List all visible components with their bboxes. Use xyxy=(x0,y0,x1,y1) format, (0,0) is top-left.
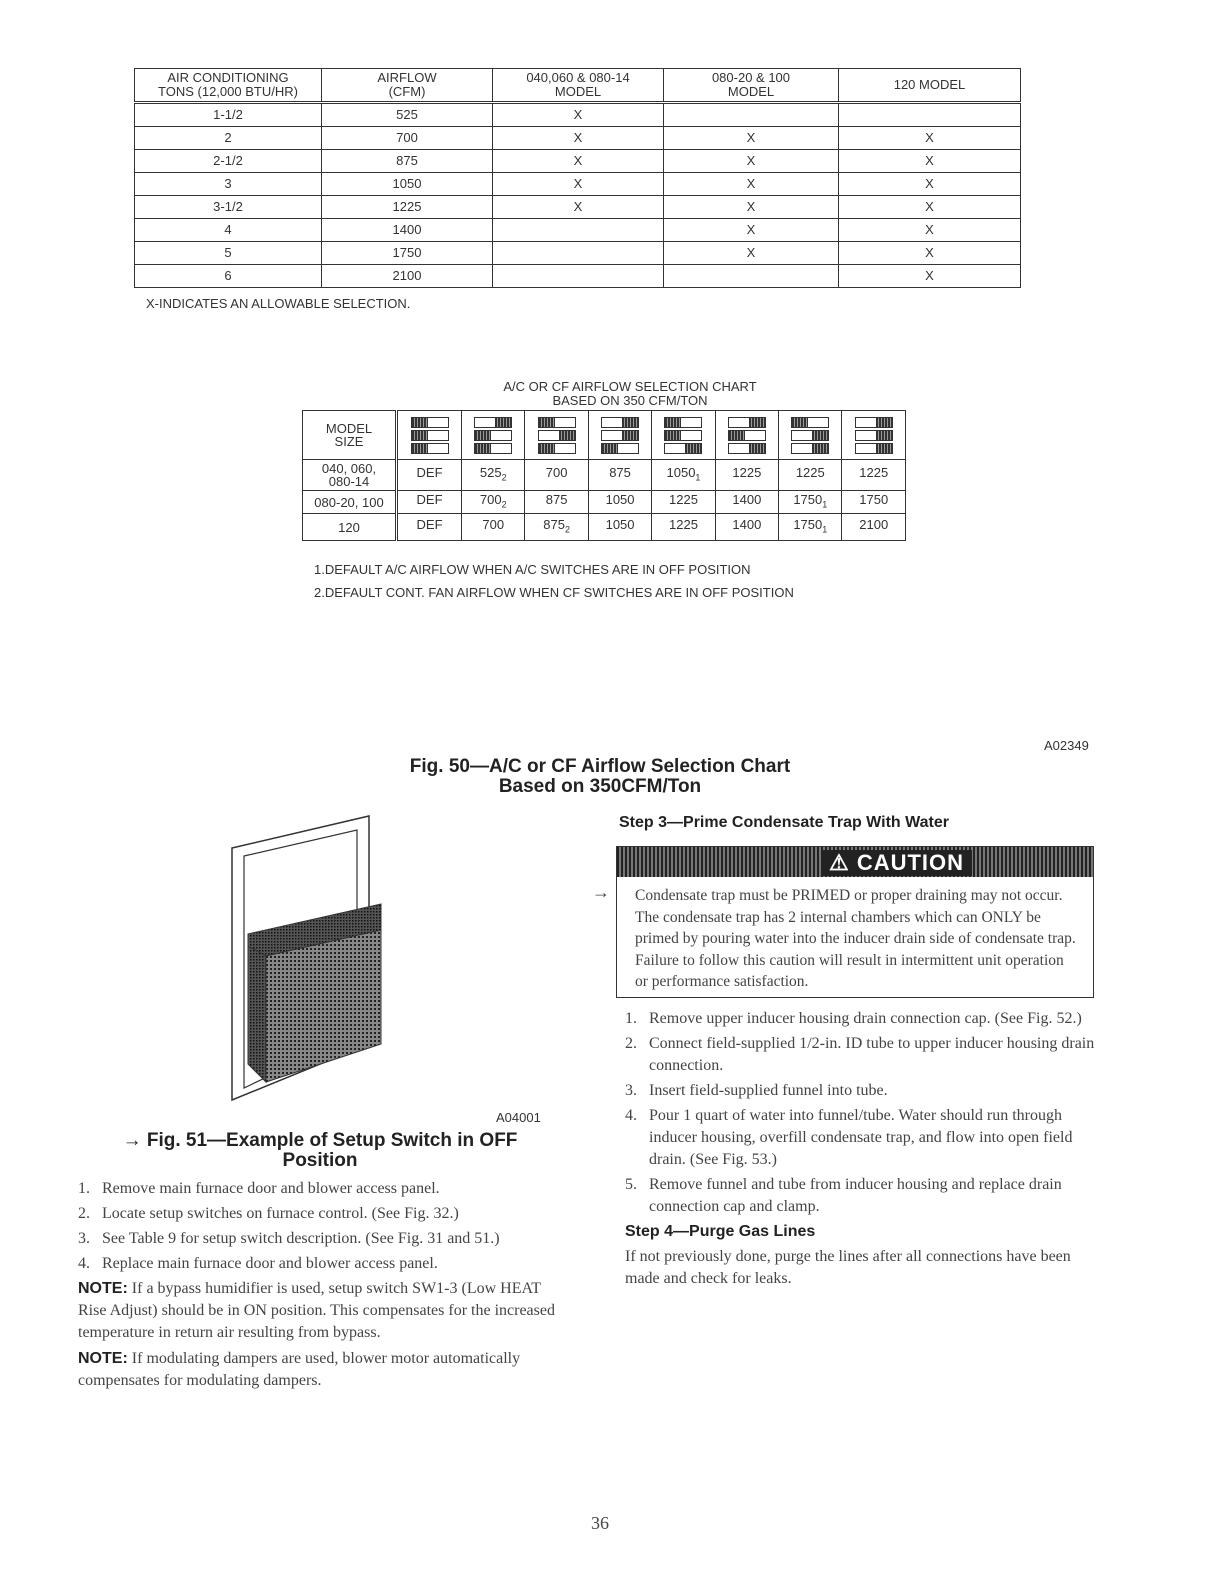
table-cell: X xyxy=(493,150,664,173)
table-cell: 5 xyxy=(135,242,322,265)
table-row xyxy=(303,514,906,541)
setup-switch-illustration xyxy=(226,812,386,1104)
chart-title-line: A/C OR CF AIRFLOW SELECTION CHART xyxy=(503,379,757,394)
model-cell: 040, 060, 080-14 xyxy=(303,460,397,491)
table-cell: X xyxy=(493,196,664,219)
cooling-airflow-table xyxy=(134,68,1021,288)
table-row xyxy=(135,219,1021,242)
list-item: 2. Connect field-supplied 1/2-in. ID tube to upper inducer housing drain connection. xyxy=(625,1035,1095,1074)
table-cell: 1050 xyxy=(322,173,493,196)
table-row xyxy=(135,127,1021,150)
table-cell: X xyxy=(664,219,839,242)
switch-setting-cell xyxy=(652,411,715,460)
switch-setting-cell xyxy=(397,411,462,460)
airflow-cell: 875 xyxy=(588,460,651,491)
note-text: If modulating dampers are used, blower motor automatically compensates for modulating dampers. xyxy=(78,1350,521,1389)
airflow-cell: DEF xyxy=(397,514,462,541)
table-header-cell: 040,060 & 080-14 MODEL xyxy=(493,69,664,103)
switch-setting-cell xyxy=(525,411,588,460)
table-cell: X xyxy=(493,103,664,127)
table-cell: 3 xyxy=(135,173,322,196)
airflow-cell: $525_2$ xyxy=(462,460,525,491)
table-cell xyxy=(664,103,839,127)
caution-text: Condensate trap must be PRIMED or proper draining may not occur. The condensate trap has 2 internal chambers which can ONLY be primed by pouring water into the inducer drain side of condensate trap. Failure to follow this caution will result in intermittent unit operation or performance satisfaction. xyxy=(635,887,1076,990)
chart-title xyxy=(400,380,860,408)
switch-icon xyxy=(728,443,766,454)
switch-icon xyxy=(728,417,766,428)
note-paragraph xyxy=(78,1278,558,1344)
airflow-cell: $1050_1$ xyxy=(652,460,715,491)
table-row xyxy=(135,196,1021,219)
switch-icon xyxy=(411,443,449,454)
table-row xyxy=(135,265,1021,288)
switch-setting-cell xyxy=(588,411,651,460)
airflow-cell: 2100 xyxy=(842,514,906,541)
table-cell: 1750 xyxy=(322,242,493,265)
table-cell: 6 xyxy=(135,265,322,288)
airflow-cell: 700 xyxy=(525,460,588,491)
table-cell: X xyxy=(839,265,1021,288)
table-header-cell: AIRFLOW (CFM) xyxy=(322,69,493,103)
table-row xyxy=(135,150,1021,173)
airflow-cell: $875_2$ xyxy=(525,514,588,541)
table-cell: X xyxy=(839,173,1021,196)
caption-line: Fig. 51—Example of Setup Switch in OFF xyxy=(146,1130,518,1151)
note-paragraph xyxy=(78,1348,558,1392)
table-cell xyxy=(493,242,664,265)
list-item: 5. Remove funnel and tube from inducer housing and replace drain connection cap and clamp. xyxy=(625,1176,1062,1215)
caption-line: Position xyxy=(282,1150,358,1171)
list-item: 2. Locate setup switches on furnace control. (See Fig. 32.) xyxy=(78,1205,459,1222)
airflow-selection-chart xyxy=(302,410,906,541)
list-item: 1. Remove upper inducer housing drain connection cap. (See Fig. 52.) xyxy=(625,1010,1082,1027)
table-header-cell: 080-20 & 100 MODEL xyxy=(664,69,839,103)
table-row xyxy=(303,491,906,514)
table-cell: X xyxy=(664,150,839,173)
switch-icon xyxy=(601,430,639,441)
switch-icon xyxy=(791,443,829,454)
table-header-row xyxy=(135,69,1021,103)
caution-box xyxy=(616,846,1094,998)
switch-icon xyxy=(538,443,576,454)
airflow-cell: 1225 xyxy=(842,460,906,491)
switch-icon xyxy=(411,430,449,441)
airflow-cell: 1400 xyxy=(715,514,778,541)
table-cell: 1400 xyxy=(322,219,493,242)
switch-setting-cell xyxy=(842,411,906,460)
switch-icon xyxy=(855,430,893,441)
table-cell xyxy=(493,265,664,288)
airflow-cell: 1050 xyxy=(588,491,651,514)
switch-icon xyxy=(538,430,576,441)
switch-icon xyxy=(538,417,576,428)
airflow-cell: DEF xyxy=(397,460,462,491)
switch-icon xyxy=(474,417,512,428)
airflow-cell: 1750 xyxy=(842,491,906,514)
airflow-cell: 1225 xyxy=(652,491,715,514)
table-cell: X xyxy=(493,173,664,196)
table-cell: 875 xyxy=(322,150,493,173)
caution-banner xyxy=(617,847,1093,877)
note-label: NOTE: xyxy=(78,1280,128,1297)
table-header-cell: AIR CONDITIONING TONS (12,000 BTU/HR) xyxy=(135,69,322,103)
switch-icon xyxy=(791,417,829,428)
switch-setting-cell xyxy=(715,411,778,460)
table-cell: 525 xyxy=(322,103,493,127)
model-size-header: MODEL SIZE xyxy=(303,411,397,460)
right-column-text xyxy=(625,1008,1095,1290)
table-row xyxy=(135,242,1021,265)
airflow-cell: 1225 xyxy=(779,460,842,491)
list-item: 4. Replace main furnace door and blower access panel. xyxy=(78,1255,438,1272)
switch-header-row xyxy=(303,411,906,460)
switch-setting-cell xyxy=(779,411,842,460)
left-column-text xyxy=(78,1178,558,1392)
airflow-cell: 1225 xyxy=(652,514,715,541)
table-cell: X xyxy=(664,127,839,150)
figure-caption xyxy=(80,1131,560,1171)
figure-code: A04001 xyxy=(496,1110,541,1125)
table-cell: 2 xyxy=(135,127,322,150)
table-cell: X xyxy=(664,196,839,219)
airflow-cell: 700 xyxy=(462,514,525,541)
table-cell: 2100 xyxy=(322,265,493,288)
table-row xyxy=(135,103,1021,127)
table-cell: X xyxy=(664,173,839,196)
table-cell: X xyxy=(839,150,1021,173)
switch-icon xyxy=(601,417,639,428)
chart-title-line: BASED ON 350 CFM/TON xyxy=(552,393,708,408)
table-header-cell: 120 MODEL xyxy=(839,69,1021,103)
table-cell: 700 xyxy=(322,127,493,150)
table-cell: X xyxy=(839,242,1021,265)
table-cell: 1225 xyxy=(322,196,493,219)
table-cell xyxy=(664,265,839,288)
list-item: 4. Pour 1 quart of water into funnel/tube. Water should run through inducer housing, overfill condensate trap, and flow into open field drain. (See Fig. 53.) xyxy=(625,1107,1073,1168)
step-paragraph: If not previously done, purge the lines after all connections have been made and check for leaks. xyxy=(625,1248,1071,1287)
figure-caption xyxy=(330,757,870,797)
model-cell: 080-20, 100 xyxy=(303,491,397,514)
table-cell: 4 xyxy=(135,219,322,242)
chart-footnote: 1.DEFAULT A/C AIRFLOW WHEN A/C SWITCHES ARE IN OFF POSITION xyxy=(314,562,751,577)
caution-title: ⚠ CAUTION xyxy=(821,850,972,876)
caption-line: Fig. 50—A/C or CF Airflow Selection Chart xyxy=(409,756,791,777)
switch-icon xyxy=(664,443,702,454)
table-note: X-INDICATES AN ALLOWABLE SELECTION. xyxy=(146,296,411,311)
switch-icon xyxy=(728,430,766,441)
change-arrow-icon: → xyxy=(592,882,610,902)
table-row xyxy=(303,460,906,491)
airflow-cell: $700_2$ xyxy=(462,491,525,514)
table-cell: 2-1/2 xyxy=(135,150,322,173)
airflow-cell: 1400 xyxy=(715,491,778,514)
change-arrow-icon: → xyxy=(122,1130,142,1151)
switch-icon xyxy=(791,430,829,441)
airflow-cell: DEF xyxy=(397,491,462,514)
switch-icon xyxy=(855,417,893,428)
step-heading: Step 3—Prime Condensate Trap With Water xyxy=(619,814,949,831)
list-item: 3. Insert field-supplied funnel into tube. xyxy=(625,1082,888,1099)
airflow-cell: 1225 xyxy=(715,460,778,491)
list-item: 1. Remove main furnace door and blower access panel. xyxy=(78,1180,440,1197)
airflow-cell: $1750_1$ xyxy=(779,491,842,514)
table-cell: X xyxy=(839,196,1021,219)
list-item: 3. See Table 9 for setup switch description. (See Fig. 31 and 51.) xyxy=(78,1230,500,1247)
table-cell: X xyxy=(839,219,1021,242)
setup-steps-list xyxy=(78,1178,558,1275)
caption-line: Based on 350CFM/Ton xyxy=(498,776,702,797)
model-cell: 120 xyxy=(303,514,397,541)
switch-icon xyxy=(601,443,639,454)
table-cell: 1-1/2 xyxy=(135,103,322,127)
table-cell: X xyxy=(664,242,839,265)
switch-icon xyxy=(855,443,893,454)
chart-footnote: 2.DEFAULT CONT. FAN AIRFLOW WHEN CF SWITCHES ARE IN OFF POSITION xyxy=(314,585,794,600)
table-row xyxy=(135,173,1021,196)
table-cell: 3-1/2 xyxy=(135,196,322,219)
airflow-cell: 875 xyxy=(525,491,588,514)
table-cell xyxy=(839,103,1021,127)
switch-setting-cell xyxy=(462,411,525,460)
page-number: 36 xyxy=(591,1513,609,1533)
prime-steps-list xyxy=(625,1008,1095,1218)
figure-code: A02349 xyxy=(1044,738,1089,753)
switch-icon xyxy=(664,430,702,441)
switch-icon xyxy=(474,430,512,441)
airflow-cell: 1050 xyxy=(588,514,651,541)
table-cell: X xyxy=(839,127,1021,150)
note-label: NOTE: xyxy=(78,1350,128,1367)
note-text: If a bypass humidifier is used, setup switch SW1-3 (Low HEAT Rise Adjust) should be in ON position. This compensates for the increased temperature in return air resulting from bypass. xyxy=(78,1280,555,1341)
table-cell xyxy=(493,219,664,242)
switch-icon xyxy=(411,417,449,428)
switch-icon xyxy=(664,417,702,428)
airflow-cell: $1750_1$ xyxy=(779,514,842,541)
switch-icon xyxy=(474,443,512,454)
table-cell: X xyxy=(493,127,664,150)
step-heading: Step 4—Purge Gas Lines xyxy=(625,1223,816,1240)
